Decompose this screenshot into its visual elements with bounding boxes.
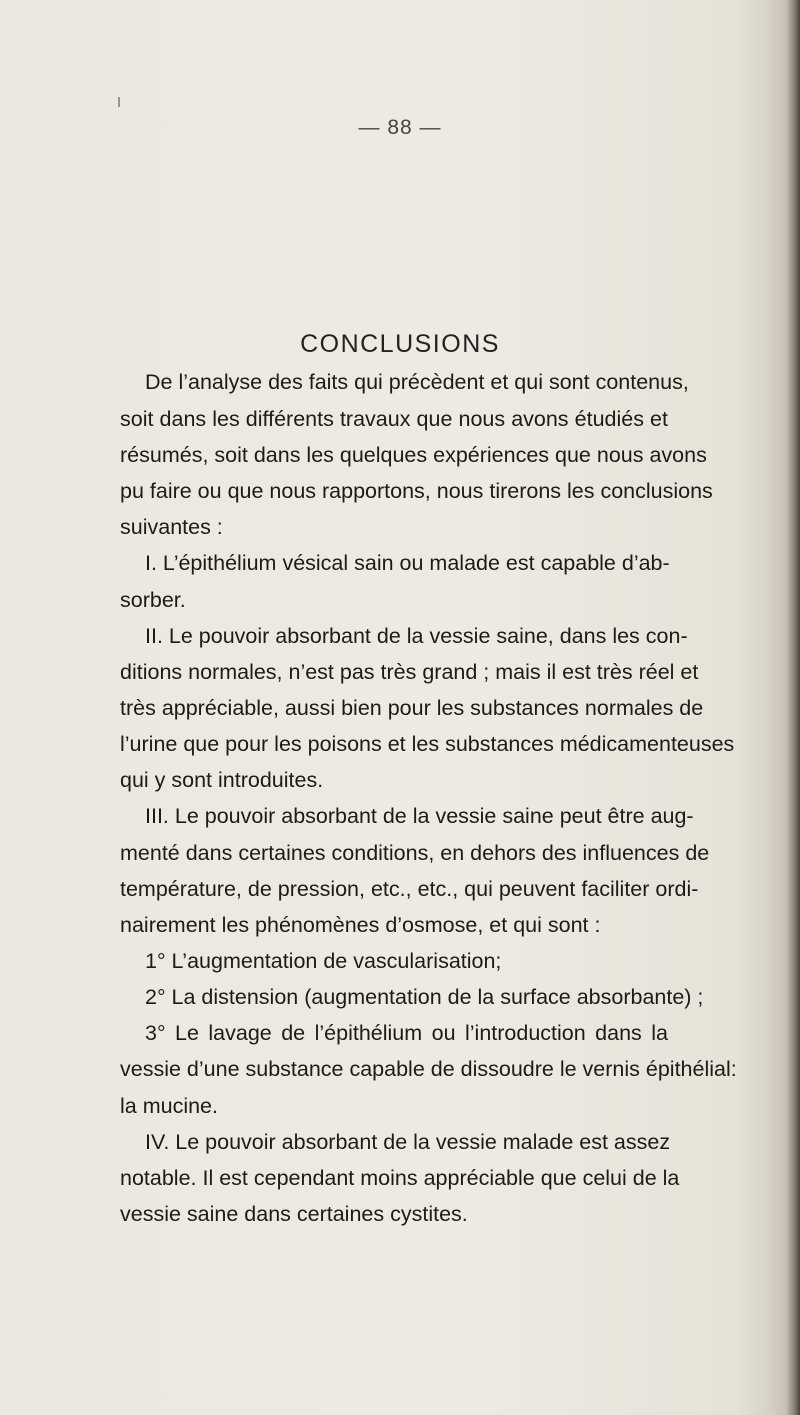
- text-line: III. Le pouvoir absorbant de la vessie saine peut être aug-: [145, 804, 694, 828]
- text-line: la mucine.: [120, 1094, 218, 1118]
- text-line: l’urine que pour les poisons et les substances médicamenteuses: [120, 732, 735, 756]
- text-line: I. L’épithélium vésical sain ou malade est capable d’ab-: [145, 551, 670, 575]
- text-line: IV. Le pouvoir absorbant de la vessie malade est assez: [145, 1130, 671, 1154]
- text-line: température, de pression, etc., etc., qui peuvent faciliter ordi-: [120, 877, 699, 901]
- text-line: menté dans certaines conditions, en dehors des influences de: [120, 841, 710, 865]
- text-line: 3° Le lavage de l’épithélium ou l’introduction dans la: [145, 1021, 668, 1045]
- text-line: pu faire ou que nous rapportons, nous tirerons les conclusions: [120, 479, 713, 503]
- text-line: nairement les phénomènes d’osmose, et qui sont :: [120, 913, 601, 937]
- text-line: 2° La distension (augmentation de la surface absorbante) ;: [145, 985, 704, 1009]
- text-line: résumés, soit dans les quelques expériences que nous avons: [120, 443, 707, 467]
- text-line: 1° L’augmentation de vascularisation;: [145, 949, 502, 973]
- text-line: très appréciable, aussi bien pour les substances normales de: [120, 696, 704, 720]
- text-line: ditions normales, n’est pas très grand ; mais il est très réel et: [120, 660, 699, 684]
- text-line: De l’analyse des faits qui précèdent et qui sont contenus,: [145, 370, 689, 394]
- text-line: notable. Il est cependant moins appréciable que celui de la: [120, 1166, 680, 1190]
- text-line: vessie saine dans certaines cystites.: [120, 1202, 468, 1226]
- text-line: vessie d’une substance capable de dissoudre le vernis épithélial:: [120, 1057, 737, 1081]
- scan-speck: [118, 97, 120, 107]
- section-heading: CONCLUSIONS: [300, 330, 500, 358]
- text-line: sorber.: [120, 588, 186, 612]
- text-line: qui y sont introduites.: [120, 768, 324, 792]
- text-line: soit dans les différents travaux que nous avons étudiés et: [120, 407, 668, 431]
- text-line: suivantes :: [120, 515, 223, 539]
- page-binding-edge: [786, 0, 800, 1415]
- text-line: II. Le pouvoir absorbant de la vessie saine, dans les con-: [145, 624, 688, 648]
- page-number: — 88 —: [358, 116, 442, 139]
